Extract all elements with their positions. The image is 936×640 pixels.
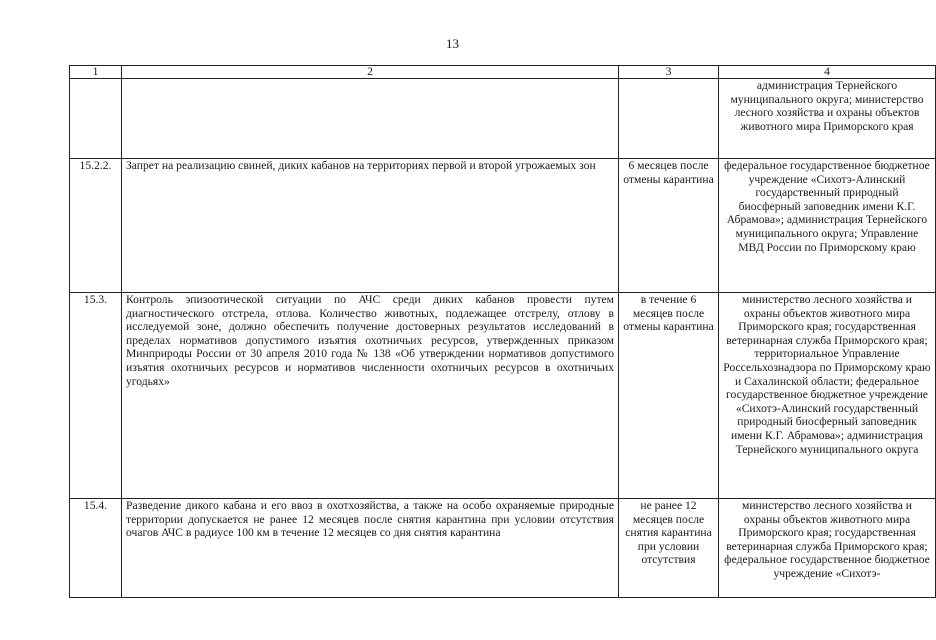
row-action: Разведение дикого кабана и его ввоз в охотхозяйства, а также на особо охраняемые природные территории допускается не ранее 12 месяцев после снятия карантина при условии отсутствия очагов АЧС в радиусе 100 км в течение 12 месяцев со дня снятия карантина: [122, 499, 619, 598]
row-responsible: министерство лесного хозяйства и охраны объектов животного мира Приморского края; государственная ветеринарная служба Приморского края; территориальное Управление Россельхознадзора по Приморскому краю и Сахалинской области; федеральное государственное бюджетное учреждение «Сихотэ-Алинский государственный природный биосферный заповедник имени К.Г. Абрамова»; администрация Тернейского муниципального округа: [719, 293, 936, 499]
table-row: [70, 159, 936, 293]
row-term: [619, 79, 719, 159]
table-row: [70, 293, 936, 499]
row-number: 15.4.: [70, 499, 122, 598]
column-header-3: 3: [619, 66, 719, 79]
row-term: [619, 499, 719, 598]
table-header-row: [70, 66, 936, 79]
table-row: [70, 79, 936, 159]
row-responsible: [719, 499, 936, 598]
column-header-2: 2: [122, 66, 619, 79]
row-number: 15.2.2.: [70, 159, 122, 293]
row-term: 6 месяцев после отмены карантина: [619, 159, 719, 293]
row-responsible: федеральное государственное бюджетное учреждение «Сихотэ-Алинский государственный природный биосферный заповедник имени К.Г. Абрамова»; администрация Тернейского муниципального округа; Управление МВД России по Приморскому краю: [719, 159, 936, 293]
row-action: Контроль эпизоотической ситуации по АЧС среди диких кабанов провести путем диагностического отстрела, отлова. Количество животных, подлежащее отстрелу, отлову в исследуемой зоне, должно обеспечить получение достоверных результатов исследований в пределах нормативов допустимого изъятия охотничьих ресурсов, утвержденных приказом Минприроды России от 30 апреля 2010 года № 138 «Об утверждении нормативов допустимого изъятия охотничьих ресурсов и нормативов численности охотничьих ресурсов в охотничьих угодьях»: [122, 293, 619, 499]
column-header-1: 1: [70, 66, 122, 79]
row-number: [70, 79, 122, 159]
row-number: 15.3.: [70, 293, 122, 499]
row-action: [122, 79, 619, 159]
row-term: в течение 6 месяцев после отмены карантина: [619, 293, 719, 499]
row-action: Запрет на реализацию свиней, диких кабанов на территориях первой и второй угрожаемых зон: [122, 159, 619, 293]
measures-table: [69, 65, 936, 598]
row-term-text: не ранее 12 месяцев после снятия карантина при условии отсутствия: [625, 499, 712, 567]
column-header-4: 4: [719, 66, 936, 79]
row-responsible-text: министерство лесного хозяйства и охраны объектов животного мира Приморского края; государственная ветеринарная служба Приморского края; федеральное государственное бюджетное учреждение «Сихотэ-: [724, 499, 930, 580]
table-row: [70, 499, 936, 598]
page-number: 13: [446, 36, 459, 51]
row-responsible: администрация Тернейского муниципального округа; министерство лесного хозяйства и охраны объектов животного мира Приморского края: [719, 79, 936, 159]
